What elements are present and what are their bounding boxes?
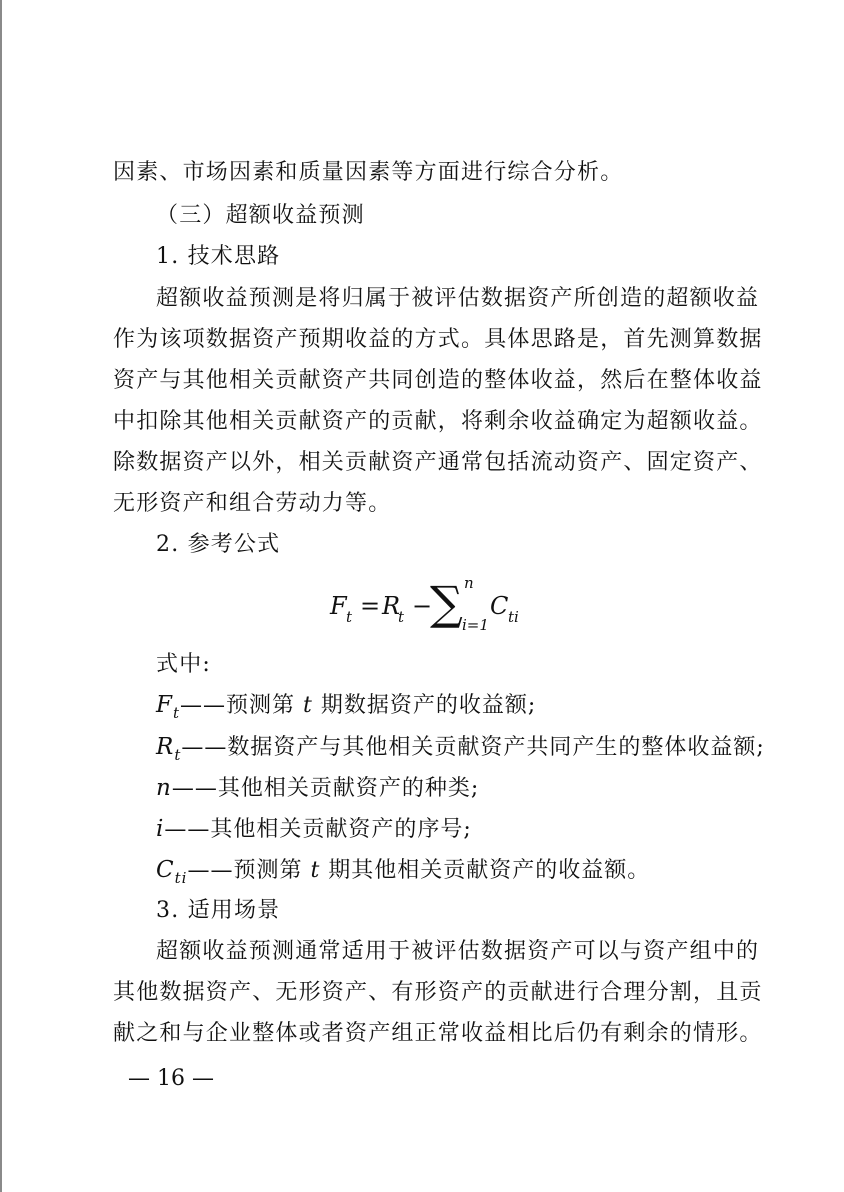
page-edge-line xyxy=(0,0,2,1192)
subheading-application-scenario: 3. 适用场景 xyxy=(156,898,281,923)
section-heading: （三）超额收益预测 xyxy=(156,203,365,228)
body-line: 无形资产和组合劳动力等。 xyxy=(113,491,392,516)
subheading-reference-formula: 2. 参考公式 xyxy=(156,532,281,557)
paragraph-continuation: 因素、市场因素和质量因素等方面进行综合分析。 xyxy=(113,160,624,185)
body-line: 献之和与企业整体或者资产组正常收益相比后仍有剩余的情形。 xyxy=(113,1021,763,1046)
formula-equals: = xyxy=(360,592,381,620)
page-number: — 16 — xyxy=(128,1066,214,1091)
body-line: 除数据资产以外，相关贡献资产通常包括流动资产、固定资产、 xyxy=(113,450,763,475)
body-line: 中扣除其他相关贡献资产的贡献，将剩余收益确定为超额收益。 xyxy=(113,409,763,434)
formula-sigma: ∑ xyxy=(430,576,463,630)
formula-C: C xyxy=(490,592,509,620)
definition-Ft: $F_t——$预测第 t 期数据资产的收益额; xyxy=(156,692,537,722)
definition-i: i——其他相关贡献资产的序号; xyxy=(156,816,472,842)
definition-Cti: $C_{ti}——$预测第 t 期其他相关贡献资产的收益额。 xyxy=(156,857,651,887)
formula-upper-limit: n xyxy=(464,574,474,592)
body-line: 作为该项数据资产预期收益的方式。具体思路是，首先测算数据 xyxy=(113,327,763,352)
body-line: 超额收益预测通常适用于被评估数据资产可以与资产组中的 xyxy=(156,939,760,964)
formula-R-sub: t xyxy=(398,608,405,626)
formula-C-sub: ti xyxy=(508,608,519,626)
definition-Rt: $R_t——$数据资产与其他相关贡献资产共同产生的整体收益额; xyxy=(156,734,765,764)
body-line: 其他数据资产、无形资产、有形资产的贡献进行合理分割，且贡 xyxy=(113,980,763,1005)
where-label: 式中: xyxy=(156,652,212,677)
subheading-technical-approach: 1. 技术思路 xyxy=(156,244,281,269)
body-line: 超额收益预测是将归属于被评估数据资产所创造的超额收益 xyxy=(156,286,760,311)
body-line: 资产与其他相关贡献资产共同创造的整体收益，然后在整体收益 xyxy=(113,368,763,393)
formula-minus: − xyxy=(412,592,433,620)
formula-F: F xyxy=(330,592,347,620)
formula-lower-limit: i=1 xyxy=(462,616,489,634)
formula-F-sub: t xyxy=(346,608,353,626)
formula xyxy=(330,574,530,642)
definition-n: n——其他相关贡献资产的种类; xyxy=(156,775,480,801)
formula-R: R xyxy=(382,592,401,620)
